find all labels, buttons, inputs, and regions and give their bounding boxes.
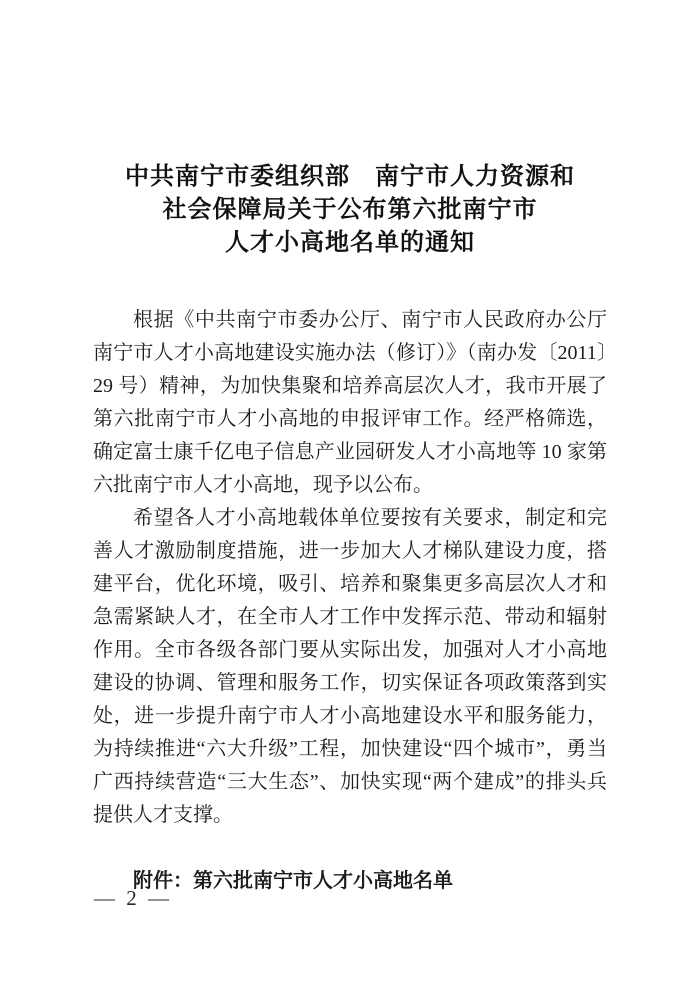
document-body [93, 304, 607, 898]
page-number: — 2 — [94, 886, 172, 910]
title-line-2: 社会保障局关于公布第六批南宁市 [162, 196, 538, 223]
title-line-3: 人才小高地名单的通知 [225, 229, 475, 256]
document-title [0, 0, 700, 259]
body-paragraph-1: 根据《中共南宁市委办公厅、南宁市人民政府办公厅南宁市人才小高地建设实施办法（修订）》（南办发〔2011〕29 号）精神，为加快集聚和培养高层次人才，我市开展了第六批南宁市人才小高地的申报评审工作。经严格筛选，确定富士康千亿电子信息产业园研发人才小高地等 10 家第六批南宁市人才小高地，现予以公布。 [93, 309, 607, 496]
title-line-1: 中共南宁市委组织部 南宁市人力资源和 [125, 163, 575, 190]
body-paragraph-2: 希望各人才小高地载体单位要按有关要求，制定和完善人才激励制度措施，进一步加大人才梯队建设力度，搭建平台，优化环境，吸引、培养和聚集更多高层次人才和急需紧缺人才，在全市人才工作中发挥示范、带动和辐射作用。全市各级各部门要从实际出发，加强对人才小高地建设的协调、管理和服务工作，切实保证各项政策落到实处，进一步提升南宁市人才小高地建设水平和服务能力，为持续推进“六大升级”工程，加快建设“四个城市”，勇当广西持续营造“三大生态”、加快实现“两个建成”的排头兵提供人才支撑。 [93, 507, 607, 826]
attachment-line: 附件：第六批南宁市人才小高地名单 [133, 870, 453, 892]
